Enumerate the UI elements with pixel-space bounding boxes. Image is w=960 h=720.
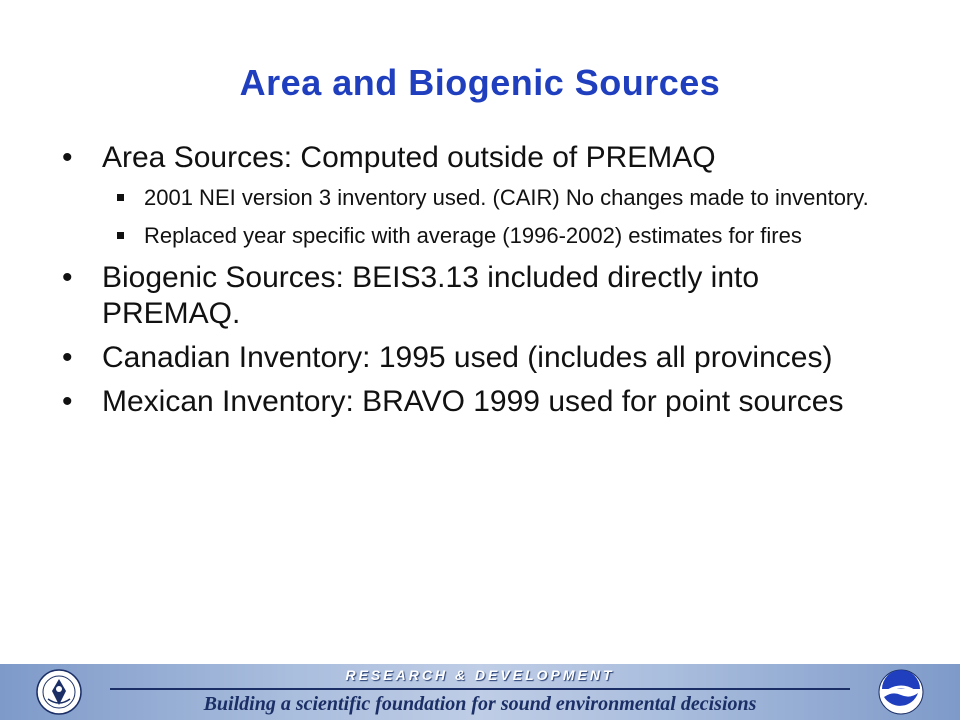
bullet-biogenic-sources xyxy=(62,260,882,332)
footer-band xyxy=(0,664,960,720)
bullet-text: Canadian Inventory: 1995 used (includes all provinces) xyxy=(102,341,833,374)
bullet-text: Area Sources: Computed outside of PREMAQ xyxy=(102,141,716,174)
square-bullet-icon xyxy=(117,194,124,201)
slide-title: Area and Biogenic Sources xyxy=(239,62,721,103)
footer-heading: RESEARCH & DEVELOPMENT xyxy=(345,667,615,683)
bullet-area-sources xyxy=(62,140,882,176)
bullet-dot: • xyxy=(62,385,73,418)
bullet-dot: • xyxy=(62,341,73,374)
footer-divider xyxy=(110,688,850,690)
square-bullet-icon xyxy=(117,232,124,239)
bullet-canadian-inventory xyxy=(62,340,882,376)
sub-bullet-nei xyxy=(62,184,882,212)
bullet-list xyxy=(62,140,882,428)
bullet-dot: • xyxy=(62,141,73,174)
sub-bullet-text: Replaced year specific with average (1996-2002) estimates for fires xyxy=(144,223,802,248)
sub-bullet-text: 2001 NEI version 3 inventory used. (CAIR) No changes made to inventory. xyxy=(144,185,869,210)
sub-bullet-fires xyxy=(62,222,882,250)
footer-tagline: Building a scientific foundation for sound environmental decisions xyxy=(203,693,757,715)
bullet-text: Mexican Inventory: BRAVO 1999 used for point sources xyxy=(102,385,844,418)
bullet-dot: • xyxy=(62,261,73,294)
bullet-text: Biogenic Sources: BEIS3.13 included directly into PREMAQ. xyxy=(102,261,760,330)
epa-seal-icon xyxy=(36,669,82,715)
noaa-logo-icon xyxy=(878,669,924,715)
bullet-mexican-inventory xyxy=(62,384,882,420)
